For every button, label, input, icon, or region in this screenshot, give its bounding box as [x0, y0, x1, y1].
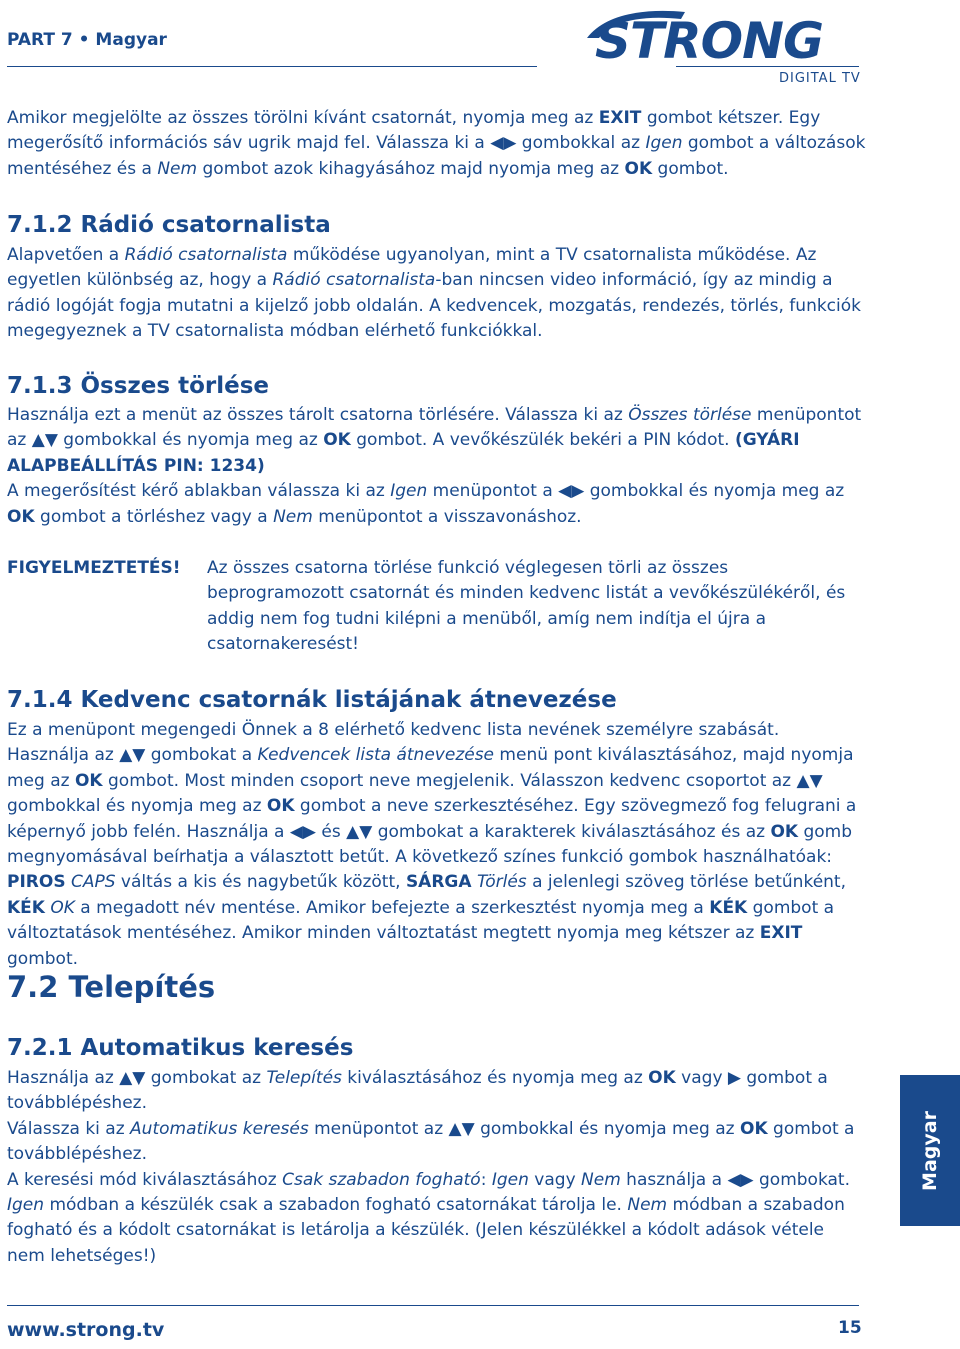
section-heading-7-2: 7.2 Telepítés: [7, 970, 216, 1004]
left-right-arrows-icon: ◀▶: [727, 1169, 754, 1190]
up-down-arrows-icon: ▲▼: [119, 745, 146, 766]
section-heading-7-1-2: 7.1.2 Rádió csatornalista: [7, 212, 331, 238]
up-down-arrows-icon: ▲▼: [31, 430, 58, 451]
strong-logo: [585, 8, 861, 64]
left-right-arrows-icon: ◀▶: [490, 133, 517, 154]
section-heading-7-2-1: 7.2.1 Automatikus keresés: [7, 1035, 354, 1061]
side-tab-label: Magyar: [919, 1110, 941, 1191]
section-heading-7-1-4: 7.1.4 Kedvenc csatornák listájának átnevezése: [7, 687, 617, 713]
up-down-arrows-icon: ▲▼: [119, 1068, 146, 1088]
svg-text:STRONG: STRONG: [595, 12, 824, 64]
up-down-arrows-icon: ▲▼: [346, 821, 373, 842]
section-7-1-4-body: Ez a menüpont megengedi Önnek a 8 elérhető kedvenc lista nevének személyre szabását. Használja az ▲▼ gombokat a Kedvencek lista átnevezése menü pont kiválasztásához, majd nyomja meg az OK gombot. Most minden csoport neve megjelenik. Válasszon kedvenc csoportot az ▲▼ gombokkal és nyomja meg az OK gombot a neve szerkesztéséhez. Egy szövegmező fog felugrani a képernyő jobb felén. Használja a ◀▶ és ▲▼ gombokat a karakterek kiválasztásához és az OK gomb megnyomásával beírhatja a választott betűt. A következő színes funkció gombok használhatóak: PIROS CAPS váltás a kis és nagybetűk között, SÁRGA Törlés a jelenlegi szöveg törlése betűnként, KÉK OK a megadott név mentése. Amikor befejezte a szerkesztést nyomja meg a KÉK gombot a változtatások mentéséhez. Amikor minden változtatást megtett nyomja meg kétszer az EXIT gombot.: [7, 720, 857, 969]
page-number: 15: [838, 1318, 862, 1338]
up-down-arrows-icon: ▲▼: [448, 1118, 475, 1139]
logo-underline: [676, 66, 859, 67]
right-arrow-icon: ▶: [727, 1068, 741, 1088]
left-right-arrows-icon: ◀▶: [558, 481, 585, 502]
section-7-1-2-body: Alapvetően a Rádió csatornalista működése ugyanolyan, mint a TV csatornalista működése. Az egyetlen különbség az, hogy a Rádió csatornalista-ban nincsen video információ, így az mindig a rádió logóját fogja mutatni a kijelző jobb oldalán. A kedvencek, mozgatás, rendezés, törlés, funkciók megegyeznek a TV csatornalista módban elérhető funkciókkal.: [7, 245, 862, 342]
header-divider: [7, 66, 537, 67]
section-7-2-1-body: Használja az ▲▼ gombokat az Telepítés kiválasztásához és nyomja meg az OK vagy ▶ gombot a továbblépéshez. Válassza ki az Automatikus keresés menüpontot az ▲▼ gombokkal és nyomja meg az OK gombot a továbblépéshez. A keresési mód kiválasztásához Csak szabadon fogható: Igen vagy Nem használja a ◀▶ gombokat. Igen módban a készülék csak a szabadon fogható csatornákat tárolja le. Nem módban a szabadon fogható és a kódolt csatornákat is letárolja a készülék. (Jelen készülékkel a kódolt adások vétele nem lehetséges!): [7, 1068, 855, 1266]
footer-url[interactable]: www.strong.tv: [7, 1319, 165, 1341]
part-label: PART 7 • Magyar: [7, 30, 167, 50]
intro-paragraph: Amikor megjelölte az összes törölni kívánt csatornát, nyomja meg az EXIT gombot kétszer. Egy megerősítő információs sáv ugrik majd fel. Válassza ki a ◀▶ gombokkal az Igen gombot a változások mentéséhez és a Nem gombot azok kihagyásához majd nyomja meg az OK gombot.: [7, 108, 866, 179]
up-down-arrows-icon: ▲▼: [796, 770, 823, 791]
brand-subtitle: DIGITAL TV: [779, 71, 861, 86]
warning-text: Az összes csatorna törlése funkció véglegesen törli az összes beprogramozott csatornát és minden kedvenc listát a vevőkészülékéről, és addig nem fog tudni kilépni a menüből, amíg nem indítja el újra a csatornakeresést!: [207, 558, 846, 655]
footer-divider: [7, 1305, 859, 1306]
section-7-1-3-body: Használja ezt a menüt az összes tárolt csatorna törlésére. Válassza ki az Összes törlése menüpontot az ▲▼ gombokkal és nyomja meg az OK gombot. A vevőkészülék bekéri a PIN kódot. (GYÁRI ALAPBEÁLLÍTÁS PIN: 1234) A megerősítést kérő ablakban válassza ki az Igen menüpontot a ◀▶ gombokkal és nyomja meg az OK gombot a törléshez vagy a Nem menüpontot a visszavonáshoz.: [7, 405, 862, 527]
warning-label: FIGYELMEZTETÉS!: [7, 558, 181, 578]
language-side-tab: [900, 1075, 960, 1226]
section-heading-7-1-3: 7.1.3 Összes törlése: [7, 373, 270, 399]
left-right-arrows-icon: ◀▶: [289, 821, 317, 842]
